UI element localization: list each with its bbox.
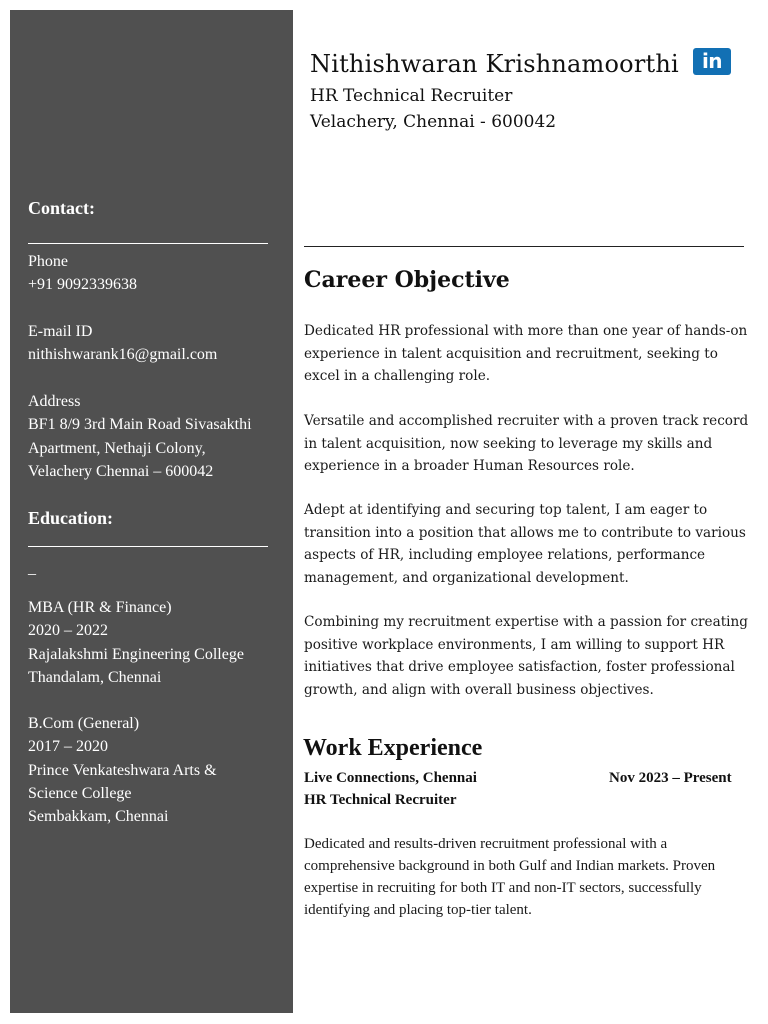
education-place: Sembakkam, Chennai: [28, 808, 169, 826]
education-years: 2020 – 2022: [28, 622, 108, 640]
contact-heading: Contact:: [28, 198, 95, 218]
education-item-mba: [28, 596, 278, 689]
phone-value: +91 9092339638: [28, 276, 138, 294]
paragraph-line: aspects of HR, including employee relations, performance: [304, 547, 706, 563]
description-line: expertise in recruiting for both IT and non-IT sectors, successfully: [304, 880, 702, 896]
address-label: Address: [28, 393, 81, 410]
linkedin-icon[interactable]: [693, 48, 731, 75]
paragraph-line: excel in a challenging role.: [304, 368, 491, 384]
address-line: BF1 8/9 3rd Main Road Sivasakthi: [28, 416, 252, 434]
paragraph-line: initiatives that drive employee satisfaction, foster professional: [304, 659, 735, 675]
job-dates: Nov 2023 – Present: [609, 770, 732, 786]
paragraph-line: experience in a broader Human Resources role.: [304, 458, 635, 474]
education-degree: B.Com (General): [28, 715, 140, 732]
paragraph-line: Versatile and accomplished recruiter with a proven track record: [304, 413, 749, 429]
education-years: 2017 – 2020: [28, 738, 108, 756]
location: Velachery, Chennai - 600042: [310, 112, 557, 132]
description-line: Dedicated and results-driven recruitment professional with a: [304, 836, 668, 852]
paragraph-line: Adept at identifying and securing top talent, I am eager to: [304, 502, 708, 518]
address-line: Velachery Chennai – 600042: [28, 462, 214, 480]
email-block: [28, 320, 278, 367]
job-role: HR Technical Recruiter: [304, 792, 457, 808]
contact-divider: [28, 243, 268, 244]
candidate-name: Nithishwaran Krishnamoorthi: [310, 50, 679, 78]
work-heading: Work Experience: [303, 735, 483, 761]
email-value: nithishwarank16@gmail.com: [28, 346, 218, 364]
address-line: Apartment, Nethaji Colony,: [28, 439, 206, 457]
education-dash: _: [28, 560, 36, 577]
job-description: [304, 833, 744, 921]
paragraph-line: transition into a position that allows me to contribute to various: [304, 524, 746, 541]
phone-label: Phone: [28, 253, 68, 270]
paragraph-line: positive workplace environments, I am willing to support HR: [304, 636, 725, 653]
paragraph-line: experience in talent acquisition and recruitment, seeking to: [304, 345, 718, 362]
paragraph-line: in talent acquisition, now seeking to leverage my skills and: [304, 435, 713, 452]
paragraph-line: growth, and align with overall business objectives.: [304, 681, 654, 698]
description-line: comprehensive background in both Gulf and Indian markets. Proven: [304, 858, 716, 874]
linkedin-icon-text: in: [701, 49, 723, 73]
education-institution: Science College: [28, 784, 132, 802]
education-item-bcom: [28, 712, 278, 828]
objective-paragraph: [304, 410, 759, 478]
contact-details: [28, 250, 278, 297]
objective-heading: Career Objective: [304, 267, 510, 293]
paragraph-line: management, and organizational development.: [304, 569, 629, 586]
description-line: identifying and placing top-tier talent.: [304, 902, 532, 918]
paragraph-line: Combining my recruitment expertise with a passion for creating: [304, 614, 748, 630]
education-institution: Rajalakshmi Engineering College: [28, 645, 244, 663]
paragraph-line: Dedicated HR professional with more than one year of hands-on: [304, 323, 748, 339]
education-institution: Prince Venkateshwara Arts &: [28, 761, 217, 779]
education-heading: Education:: [28, 508, 114, 528]
education-degree: MBA (HR & Finance): [28, 599, 172, 616]
objective-paragraph: [304, 499, 759, 589]
sidebar: [10, 10, 293, 1013]
objective-paragraph: [304, 320, 759, 388]
address-block: [28, 390, 278, 483]
job-title: HR Technical Recruiter: [310, 86, 513, 106]
header-divider: [304, 246, 744, 247]
job-company: Live Connections, Chennai: [304, 770, 477, 786]
objective-paragraph: [304, 611, 759, 701]
education-divider: [28, 546, 268, 547]
education-place: Thandalam, Chennai: [28, 668, 162, 686]
email-label: E-mail ID: [28, 323, 93, 340]
